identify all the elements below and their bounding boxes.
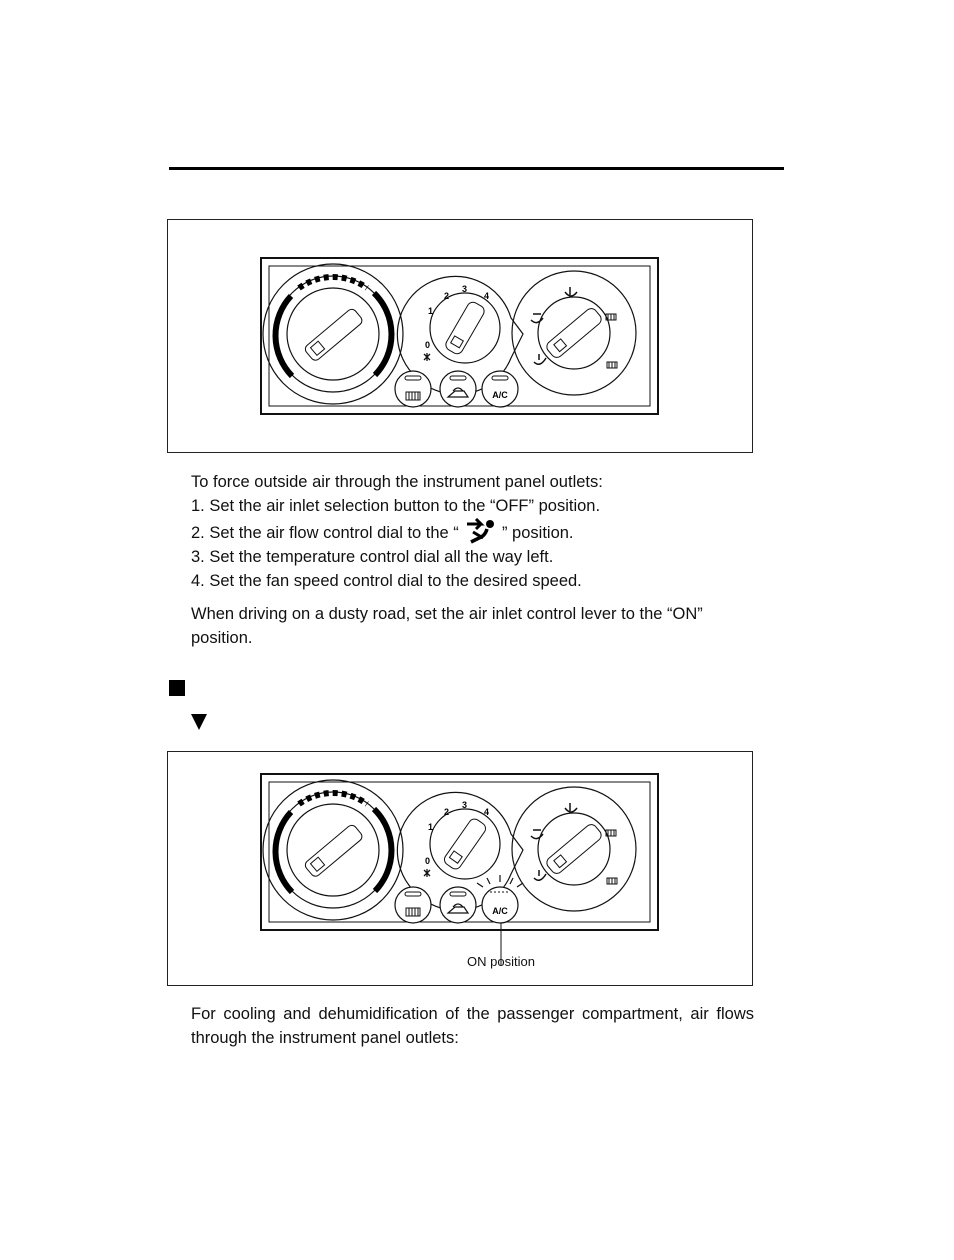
ac-button — [482, 371, 518, 407]
cooling-description — [191, 1002, 754, 1050]
control-panel-illustration — [168, 220, 752, 452]
instructions-intro: To force outside air through the instrument panel outlets: — [191, 473, 603, 491]
step-2-text-before: 2. Set the air flow control dial to the “ — [191, 524, 464, 542]
fan-label-3: 3 — [462, 284, 468, 294]
step-2 — [191, 518, 754, 545]
fan-label-4: 4 — [484, 807, 490, 817]
air-inlet-button — [440, 887, 476, 923]
defrost-foot-icon — [606, 314, 616, 320]
defrost-icon — [607, 878, 617, 884]
header-rule — [169, 167, 784, 170]
rear-defrost-button — [395, 371, 431, 407]
on-position-callout: ON position — [467, 954, 535, 969]
fan-label-2: 2 — [444, 291, 450, 301]
step-4: 4. Set the fan speed control dial to the desired speed. — [191, 572, 582, 590]
fan-label-1: 1 — [428, 822, 434, 832]
fan-label-3: 3 — [462, 800, 468, 810]
vent-mode-icon — [463, 518, 497, 544]
ac-button-label: A/C — [492, 390, 508, 400]
ac-button-label: A/C — [492, 906, 508, 916]
defrost-icon — [607, 362, 617, 368]
fan-label-0: 0 — [425, 340, 431, 350]
square-bullet-icon — [169, 680, 185, 696]
step-2-text-after: ” position. — [497, 524, 574, 542]
fan-label-4: 4 — [484, 291, 490, 301]
cooling-paragraph: For cooling and dehumidification of the passenger compartment, air flows through the instrument panel outlets: — [191, 1005, 754, 1047]
fan-label-2: 2 — [444, 807, 450, 817]
fan-label-1: 1 — [428, 306, 434, 316]
triangle-bullet-icon — [191, 714, 207, 730]
outside-air-instructions — [191, 470, 754, 650]
control-panel-figure-2 — [167, 751, 753, 986]
dusty-road-note: When driving on a dusty road, set the air inlet control lever to the “ON” position. — [191, 605, 703, 647]
rear-defrost-button — [395, 887, 431, 923]
defrost-foot-icon — [606, 830, 616, 836]
control-panel-ac-on-illustration — [168, 752, 752, 985]
step-1: 1. Set the air inlet selection button to the “OFF” position. — [191, 497, 601, 515]
fan-label-0: 0 — [425, 856, 431, 866]
control-panel-figure-1 — [167, 219, 753, 453]
air-inlet-button — [440, 371, 476, 407]
step-3: 3. Set the temperature control dial all the way left. — [191, 548, 554, 566]
